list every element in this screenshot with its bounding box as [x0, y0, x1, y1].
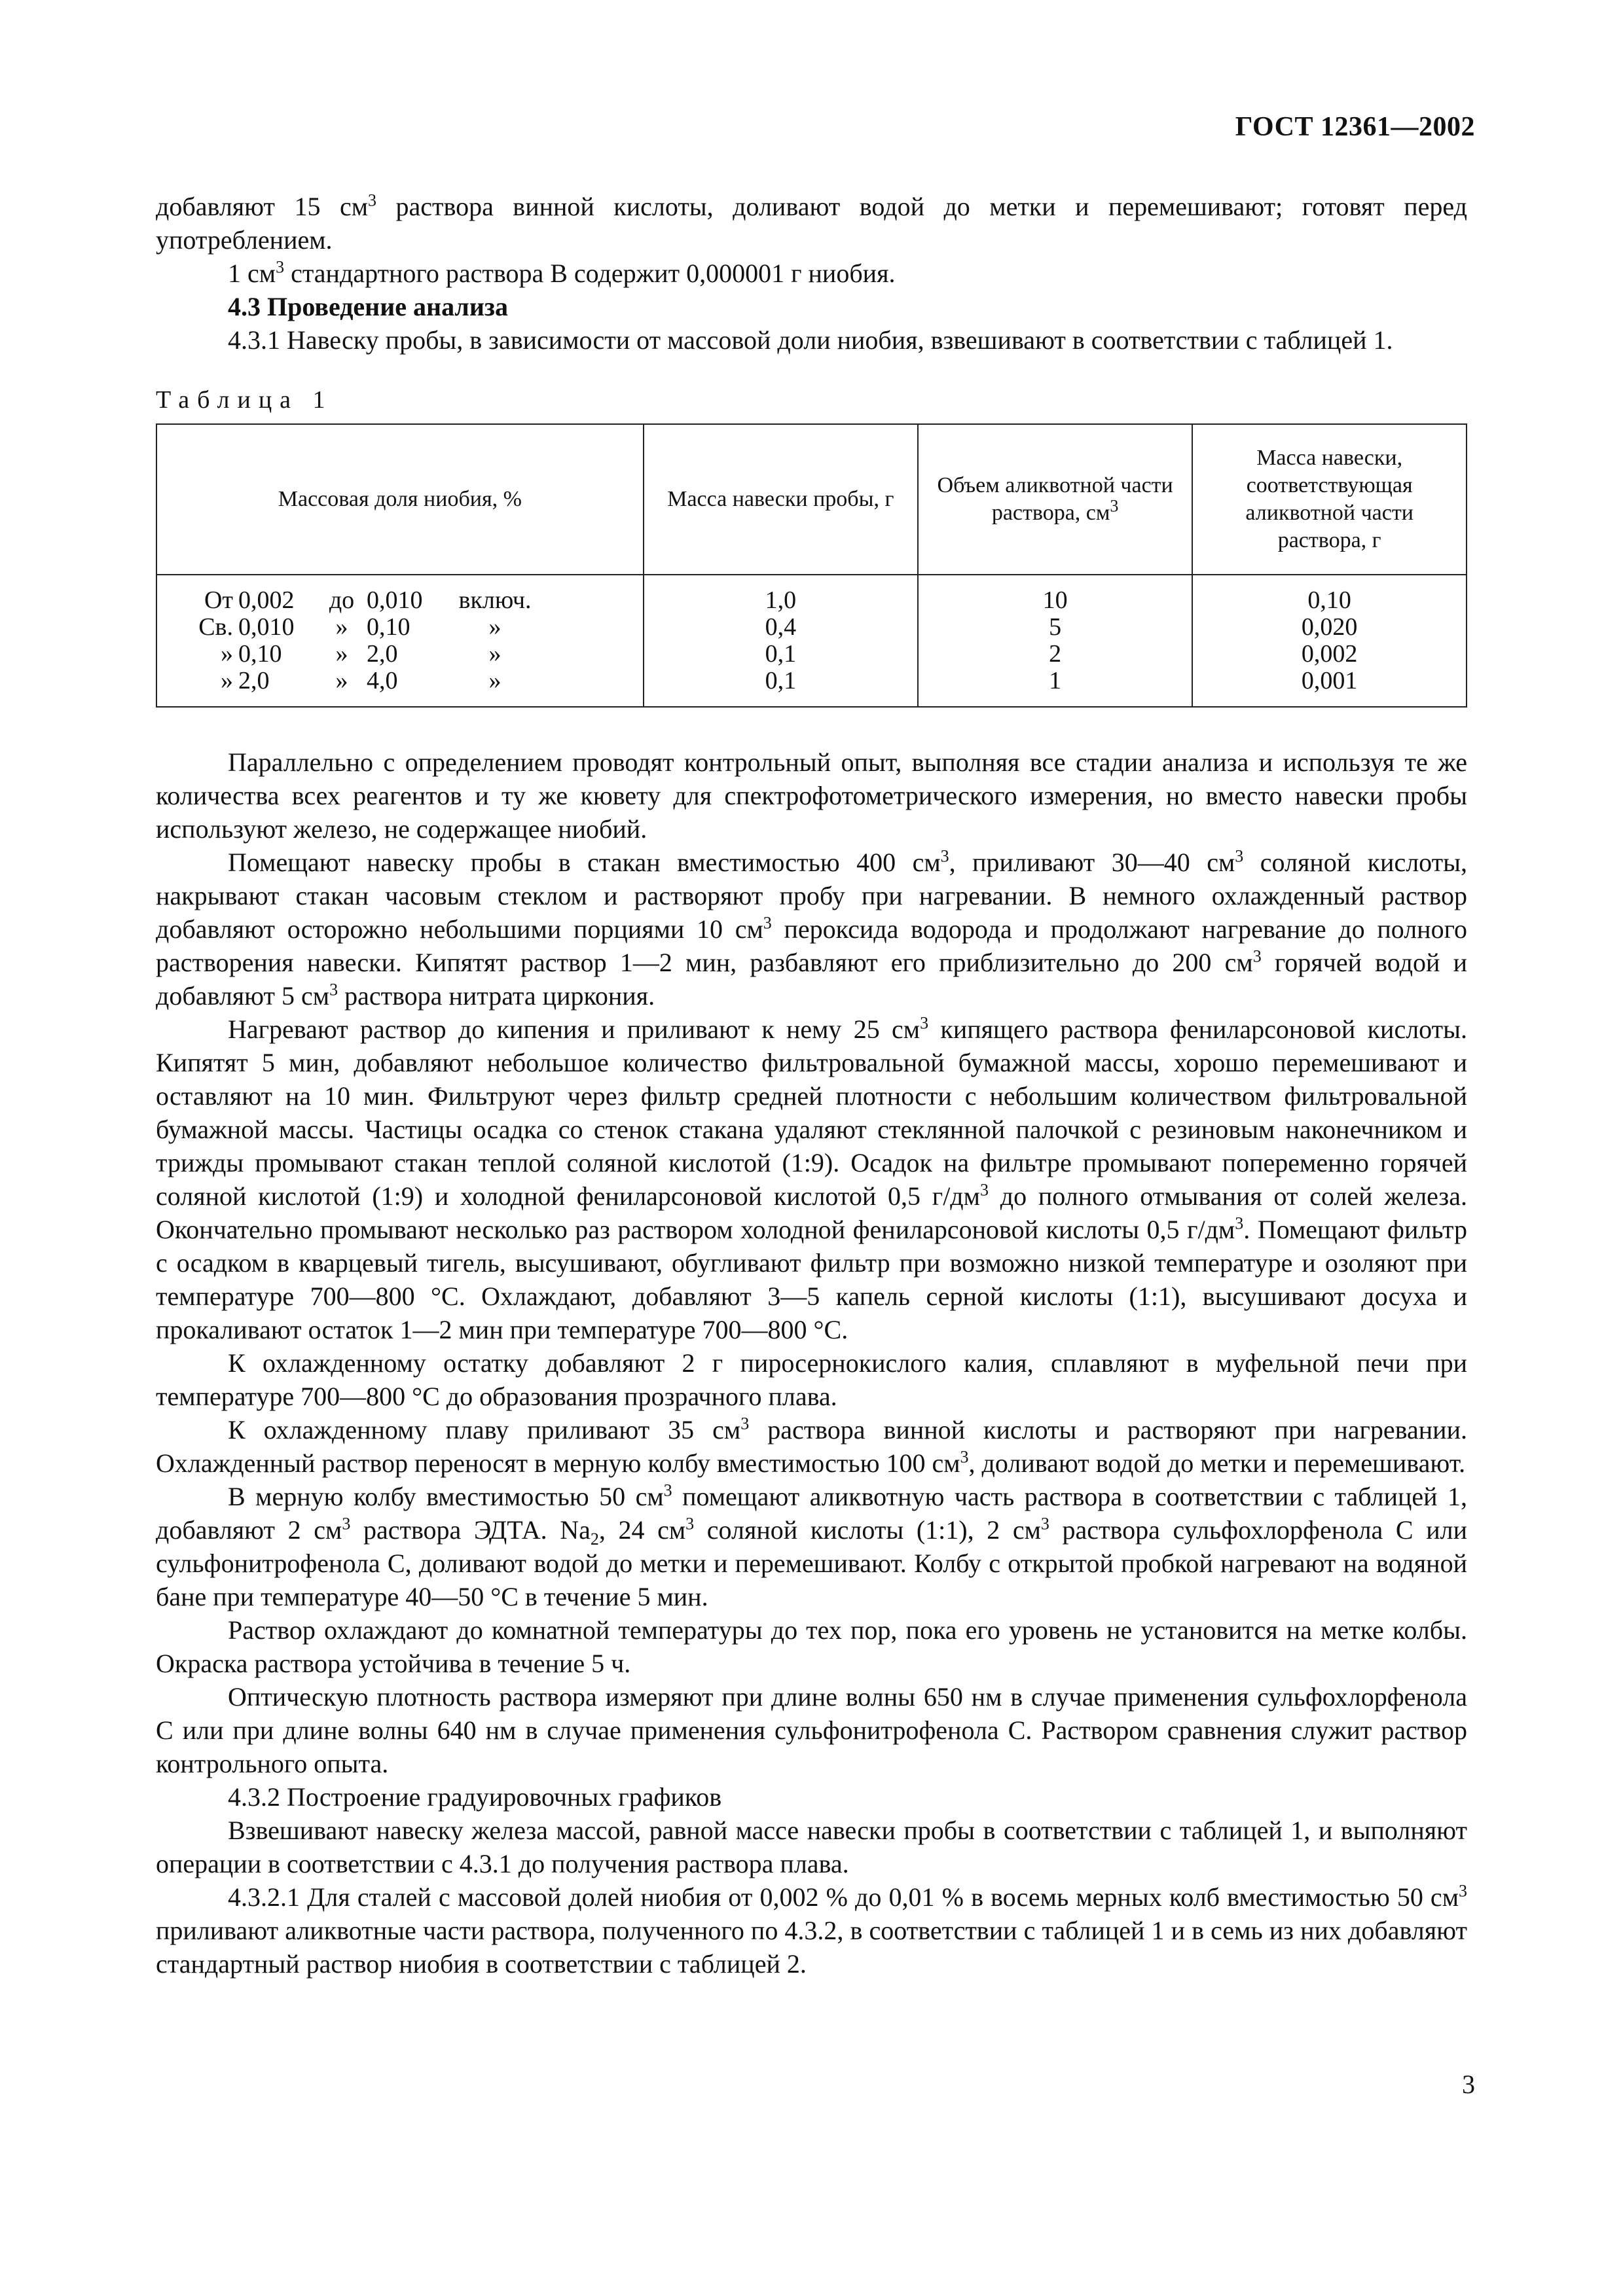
- cell-aliquot-mass: 0,10 0,020 0,002 0,001: [1192, 575, 1467, 707]
- body-text: [156, 745, 1467, 1981]
- range-line: Св. 0,010 » 0,10 »: [198, 613, 501, 641]
- range-line: От 0,002 до 0,010 включ.: [204, 586, 532, 614]
- page-number: 3: [1462, 2070, 1475, 2099]
- section-heading-4-3-2: 4.3.2 Построение градуировочных графиков: [228, 1782, 722, 1812]
- paragraph-aliquot: В мерную колбу вместимостью 50 $см^3$ помещают аликвотную часть раствора в соответствии с таблицей 1, добавляют 2 $см^3$ раствора ЭДТА. $Na_2$, 24 $см^3$ соляной кислоты (1:1), 2 $см^3$ раствора сульфохлорфенола С или сульфонитрофенола С, доливают водой до метки и перемешивают. Колбу с открытой пробкой нагревают на водяной бане при температуре 40—50 °С в течение 5 мин.: [156, 1480, 1468, 1611]
- cell-sample-mass: 1,0 0,4 0,1 0,1: [644, 575, 918, 707]
- header-mass-fraction: Массовая доля ниобия, %: [156, 424, 644, 575]
- cell-mass-fraction-ranges: [156, 575, 644, 707]
- paragraph-melt-dissolution: К охлажденному плаву приливают 35 $см^3$ раствора винной кислоты и растворяют при нагревании. Охлажденный раствор переносят в мерную колбу вместимостью 100 $см^3$, доливают водой до метки и перемешивают.: [156, 1414, 1467, 1478]
- range-line: » 0,10 » 2,0 »: [221, 640, 501, 668]
- paragraph-continuation: добавляют 15 $см^3$ раствора винной кислоты, доливают водой до метки и перемешивают; готовят перед употреблением.: [156, 190, 1467, 255]
- paragraph-fusion: К охлажденному остатку добавляют 2 г пиросернокислого калия, сплавляют в муфельной печи при температуре 700—800 °С до образования прозрачного плава.: [156, 1348, 1467, 1411]
- paragraph-standard-solution: 1 $см^3$ стандартного раствора В содержит 0,000001 г ниобия.: [228, 257, 896, 288]
- header-sample-mass: Масса навески пробы, г: [644, 424, 918, 575]
- table-1: [156, 423, 1467, 708]
- document-number: ГОСТ 12361—2002: [1235, 112, 1475, 142]
- cell-aliquot-volume: 10 5 2 1: [918, 575, 1192, 707]
- paragraph-dissolution: Помещают навеску пробы в стакан вместимостью 400 $см^3$, приливают 30—40 $см^3$ соляной кислоты, накрывают стакан часовым стеклом и растворяют пробу при нагревании. В немного охлажденный раствор добавляют осторожно небольшими порциями 10 $см^3$ пероксида водорода и продолжают нагревание до полного растворения навески. Кипятят раствор 1—2 мин, разбавляют его приблизительно до 200 $см^3$ горячей водой и добавляют 5 $см^3$ раствора нитрата циркония.: [156, 846, 1467, 1011]
- paragraph-iron-sample: Взвешивают навеску железа массой, равной массе навески пробы в соответствии с таблицей 1, и выполняют операции в соответствии с 4.3.1 до получения раствора плава.: [156, 1816, 1467, 1878]
- table-caption: Таблица 1: [156, 386, 333, 414]
- section-heading-4-3: 4.3 Проведение анализа: [228, 292, 508, 321]
- header-aliquot-volume: Объем аликвотной части раствора, $см^3$: [918, 424, 1192, 575]
- paragraph-4-3-2-1: 4.3.2.1 Для сталей с массовой долей ниобия от 0,002 % до 0,01 % в восемь мерных колб вместимостью 50 $см^3$ приливают аликвотные части раствора, полученного по 4.3.2, в соответствии с таблицей 1 и в семь из них добавляют стандартный раствор ниобия в соответствии с таблицей 2.: [156, 1881, 1467, 1979]
- table-row: [156, 575, 1467, 707]
- paragraph-control-experiment: Параллельно с определением проводят контрольный опыт, выполняя все стадии анализа и используя те же количества всех реагентов и ту же кювету для спектрофотометрического измерения, но вместо навески пробы используют железо, не содержащее ниобий.: [156, 747, 1467, 844]
- table-header-row: [156, 424, 1467, 575]
- paragraph-cooling: Раствор охлаждают до комнатной температуры до тех пор, пока его уровень не установится на метке колбы. Окраска раствора устойчива в течение 5 ч.: [156, 1615, 1467, 1678]
- paragraph-precipitation: Нагревают раствор до кипения и приливают к нему 25 $см^3$ кипящего раствора фениларсоновой кислоты. Кипятят 5 мин, добавляют небольшое количество фильтровальной бумажной массы, хорошо перемешивают и оставляют на 10 мин. Фильтруют через фильтр средней плотности с небольшим количеством фильтровальной бумажной массы. Частицы осадка со стенок стакана удаляют стеклянной палочкой с резиновым наконечником и трижды промывают стакан теплой соляной кислотой (1:9). Осадок на фильтре промывают попеременно горячей соляной кислотой (1:9) и холодной фениларсоновой кислотой 0,5 $г/дм^3$ до полного отмывания от солей железа. Окончательно промывают несколько раз раствором холодной фениларсоновой кислоты 0,5 $г/дм^3$. Помещают фильтр с осадком в кварцевый тигель, высушивают, обугливают фильтр при возможно низкой температуре и озоляют при температуре 700—800 °С. Охлаждают, добавляют 3—5 капель серной кислоты (1:1), высушивают досуха и прокаливают остаток 1—2 мин при температуре 700—800 °С.: [156, 1013, 1468, 1344]
- range-line: » 2,0 » 4,0 »: [221, 667, 501, 694]
- header-aliquot-mass: Масса навески, соответствующая аликвотной части раствора, г: [1192, 424, 1467, 575]
- page-content: [156, 190, 1467, 1981]
- paragraph-optical-density: Оптическую плотность раствора измеряют при длине волны 650 нм в случае применения сульфохлорфенола С или при длине волны 640 нм в случае применения сульфонитрофенола С. Раствором сравнения служит раствор контрольного опыта.: [156, 1682, 1467, 1778]
- paragraph-4-3-1: 4.3.1 Навеску пробы, в зависимости от массовой доли ниобия, взвешивают в соответствии с таблицей 1.: [228, 325, 1393, 355]
